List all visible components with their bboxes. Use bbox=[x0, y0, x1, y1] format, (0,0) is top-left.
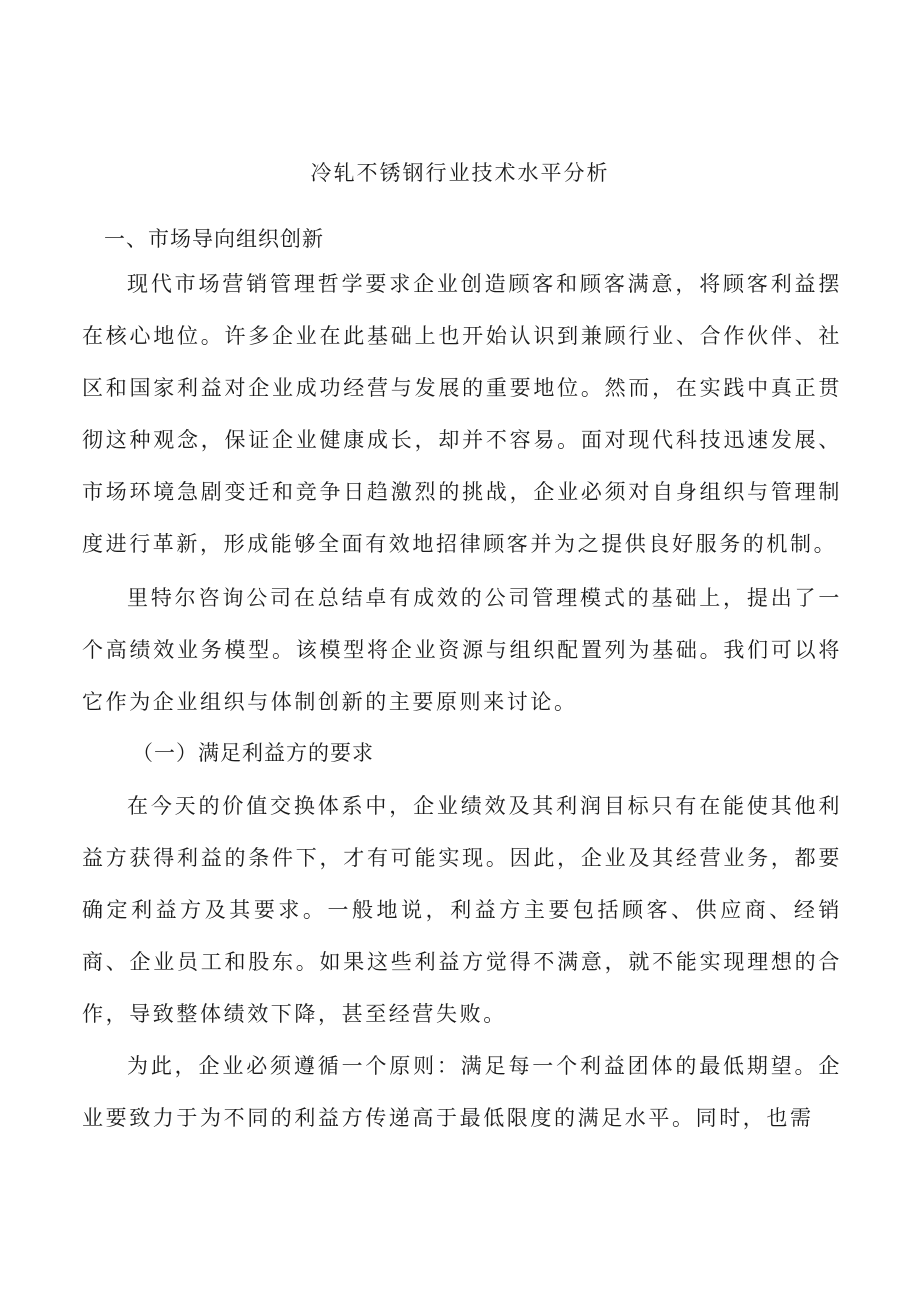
body-paragraph: 现代市场营销管理哲学要求企业创造顾客和顾客满意，将顾客利益摆在核心地位。许多企业在此基础上也开始认识到兼顾行业、合作伙伴、社区和国家利益对企业成功经营与发展的重要地位。然而，在实践中真正贯彻这种观念，保证企业健康成长，却并不容易。面对现代科技迅速发展、市场环境急剧变迁和竞争日趋激烈的挑战，企业必须对自身组织与管理制度进行革新，形成能够全面有效地招律顾客并为之提供良好服务的机制。 bbox=[82, 272, 842, 556]
body-paragraph: 里特尔咨询公司在总结卓有成效的公司管理模式的基础上，提出了一个高绩效业务模型。该模型将企业资源与组织配置列为基础。我们可以将它作为企业组织与体制创新的主要原则来讨论。 bbox=[82, 586, 842, 714]
subsection-heading: （一）满足利益方的要求 bbox=[132, 741, 374, 765]
body-paragraph: 在今天的价值交换体系中，企业绩效及其利润目标只有在能使其他利益方获得利益的条件下，才有可能实现。因此，企业及其经营业务，都要确定利益方及其要求。一般地说，利益方主要包括顾客、供应商、经销商、企业员工和股东。如果这些利益方觉得不满意，就不能实现理想的合作，导致整体绩效下降，甚至经营失败。 bbox=[82, 794, 842, 1026]
body-paragraph: 为此，企业必须遵循一个原则：满足每一个利益团体的最低期望。企业要致力于为不同的利益方传递高于最低限度的满足水平。同时，也需 bbox=[82, 1054, 842, 1130]
document-title: 冷轧不锈钢行业技术水平分析 bbox=[310, 161, 610, 185]
section-heading: 一、市场导向组织创新 bbox=[104, 227, 324, 251]
